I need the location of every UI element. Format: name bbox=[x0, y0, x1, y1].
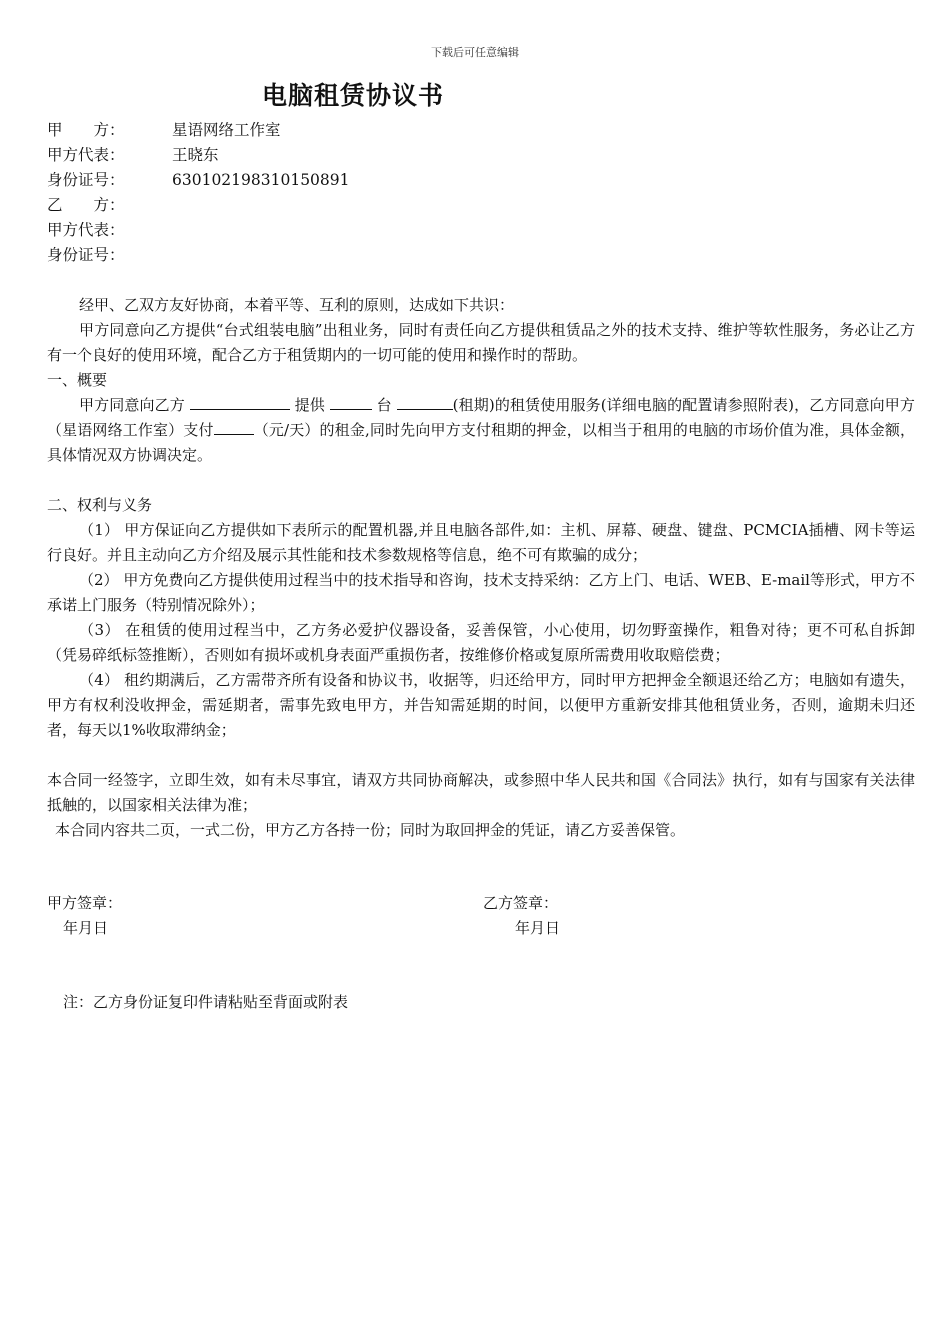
blank-line bbox=[190, 395, 290, 410]
party-label: 甲方代表： bbox=[47, 146, 125, 164]
party-row bbox=[47, 243, 350, 268]
party-row bbox=[47, 118, 350, 143]
spacer bbox=[47, 468, 915, 493]
intro-paragraph: 甲方同意向乙方提供“台式组装电脑”出租业务，同时有责任向乙方提供租赁品之外的技术支持、维护等软性服务，务必让乙方有一个良好的使用环境，配合乙方于租赁期内的一切可能的使用和操作时的帮助。 bbox=[47, 321, 915, 364]
party-value: 630102198310150891 bbox=[172, 171, 350, 189]
party-label: 甲 方： bbox=[47, 121, 125, 139]
party-value: 星语网络工作室 bbox=[172, 121, 281, 139]
signature-date: 年月日 bbox=[63, 919, 109, 937]
signature-party-a bbox=[47, 891, 122, 941]
party-label: 身份证号： bbox=[47, 246, 125, 264]
closing-paragraph: 本合同内容共二页，一式二份，甲方乙方各持一份；同时为取回押金的凭证，请乙方妥善保管。 bbox=[55, 821, 686, 839]
blank-line bbox=[330, 395, 372, 410]
header-note: 下载后可任意编辑 bbox=[431, 46, 519, 59]
party-row bbox=[47, 218, 350, 243]
document-title: 电脑租赁协议书 bbox=[262, 81, 445, 110]
party-row bbox=[47, 143, 350, 168]
party-row bbox=[47, 193, 350, 218]
signature-date: 年月日 bbox=[515, 919, 561, 937]
party-label: 乙 方： bbox=[47, 196, 125, 214]
party-label: 身份证号： bbox=[47, 171, 125, 189]
clause-paragraph: （3） 在租赁的使用过程当中，乙方务必爱护仪器设备，妥善保管，小心使用，切勿野蛮操作，粗鲁对待；更不可私自拆卸（凭易碎纸标签推断），否则如有损坏或机身表面严重损伤者，按维修价格或复原所需费用收取赔偿费； bbox=[47, 621, 915, 664]
signature-party-b bbox=[483, 891, 560, 941]
party-row bbox=[47, 168, 350, 193]
section-heading: 一、概要 bbox=[47, 371, 108, 389]
closing-paragraph: 本合同一经签字，立即生效，如有未尽事宜，请双方共同协商解决，或参照中华人民共和国《合同法》执行，如有与国家有关法律抵触的，以国家相关法律为准； bbox=[47, 771, 915, 814]
clause-paragraph: （1） 甲方保证向乙方提供如下表所示的配置机器,并且电脑各部件,如：主机、屏幕、硬盘、键盘、PCMCIA插槽、网卡等运行良好。并且主动向乙方介绍及展示其性能和技术参数规格等信息，绝不可有欺骗的成分； bbox=[47, 521, 915, 564]
summary-paragraph bbox=[47, 393, 915, 468]
intro-paragraph: 经甲、乙双方友好协商，本着平等、互利的原则，达成如下共识： bbox=[79, 296, 515, 314]
summary-text: 台 bbox=[376, 396, 392, 414]
party-label: 甲方代表： bbox=[47, 221, 125, 239]
summary-text: 甲方同意向乙方 bbox=[79, 396, 185, 414]
summary-text: 提供 bbox=[294, 396, 325, 414]
clause-paragraph: （2） 甲方免费向乙方提供使用过程当中的技术指导和咨询，技术支持采纳：乙方上门、电话、WEB、E-mail等形式，甲方不承诺上门服务（特别情况除外）； bbox=[47, 571, 915, 614]
spacer bbox=[47, 743, 915, 768]
section-heading: 二、权利与义务 bbox=[47, 496, 153, 514]
signature-label: 甲方签章： bbox=[47, 894, 123, 912]
party-info bbox=[47, 118, 350, 268]
summary-text: （元/天）的租金,同时先向甲方支付租期的押金，以相当于租用的电脑的市场价值为准，具体金额，具体情况双方协调决定。 bbox=[47, 421, 915, 464]
footnote: 注：乙方身份证复印件请粘贴至背面或附表 bbox=[63, 993, 349, 1011]
party-value: 王晓东 bbox=[172, 146, 219, 164]
clause-paragraph: （4） 租约期满后，乙方需带齐所有设备和协议书，收据等，归还给甲方，同时甲方把押金全额退还给乙方；电脑如有遗失，甲方有权利没收押金，需延期者，需事先致电甲方，并告知需延期的时间，以便甲方重新安排其他租赁业务，否则，逾期未归还者，每天以1%收取滞纳金； bbox=[47, 671, 915, 739]
summary-text: (租期)的租赁使用服务(详细电脑的配置请参照附表)，乙方同意向甲方（星语网络工作室）支付 bbox=[47, 396, 915, 439]
blank-line bbox=[214, 420, 254, 435]
agreement-body bbox=[47, 293, 915, 843]
blank-line bbox=[397, 395, 453, 410]
signature-label: 乙方签章： bbox=[483, 894, 559, 912]
